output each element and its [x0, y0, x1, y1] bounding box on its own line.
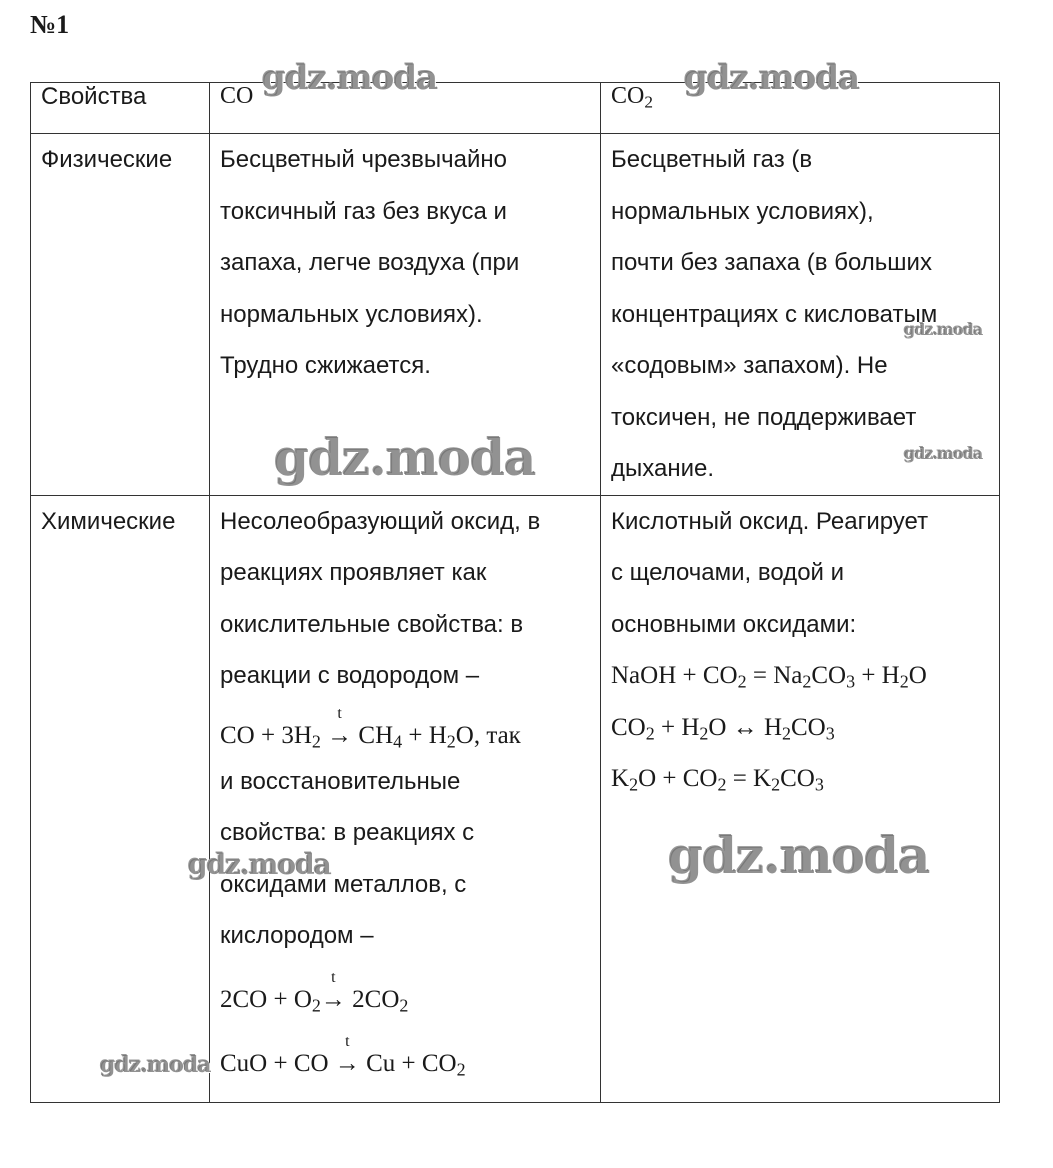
text-line: нормальных условиях), — [611, 197, 874, 225]
text-line: «содовым» запахом). Не — [611, 352, 888, 379]
text-line: дыхание. — [611, 455, 715, 482]
text-line: свойства: в реакциях с — [220, 819, 475, 846]
watermark: gdz.moda — [274, 428, 536, 487]
chemical-row — [31, 495, 1000, 1102]
text-line: токсичный газ без вкуса и — [220, 197, 507, 225]
text-line: нормальных условиях). — [220, 300, 483, 328]
header-co2: $CO_2$ — [601, 83, 1000, 134]
watermark: gdz.moda — [904, 444, 983, 463]
properties-table — [30, 82, 1000, 1103]
text-line: реакциях проявляет как — [220, 559, 487, 586]
page-title: №1 — [30, 10, 70, 39]
equation-k2o-co2: $K_2O + CO_2 = K_2CO_3$ — [611, 765, 824, 795]
text-line: запаха, легче воздуха (при — [220, 249, 520, 276]
text-line: реакции с водородом – — [220, 662, 480, 689]
equation-co2-water: $CO_2 + H_2O$ ↔ $H_2CO_3$ — [611, 713, 835, 743]
text-line: Трудно сжижается. — [220, 352, 431, 379]
text-line: основными оксидами: — [611, 610, 857, 638]
equation-co-oxygen: $2CO + O_2$ t → $2CO_2$ — [220, 968, 409, 1015]
text-line: почти без запаха (в больших — [611, 249, 932, 276]
watermark: gdz.moda — [100, 1052, 211, 1078]
text-line: кислородом – — [220, 922, 374, 949]
text-line: и восстановительные — [220, 767, 461, 795]
text-line: с щелочами, водой и — [611, 559, 845, 586]
text-line: концентрациях с кисловатым — [611, 300, 938, 328]
chemical-co — [210, 495, 601, 1102]
chemical-label: Химические — [31, 495, 210, 1102]
text-line: Несолеобразующий оксид, в — [220, 507, 541, 535]
header-properties: Свойства — [31, 83, 210, 134]
text-line: токсичен, не поддерживает — [611, 403, 917, 431]
text-line: оксидами металлов, с — [220, 870, 467, 898]
text-line: Бесцветный газ (в — [611, 146, 813, 173]
watermark: gdz.moda — [684, 58, 860, 98]
text-line: окислительные свойства: в — [220, 610, 524, 638]
equation-co-hydrogen: CO + $3H_2$ t → $CH_4 + H_2O$, так — [220, 704, 521, 751]
equation-naoh-co2: NaOH + $CO_2 = Na_2CO_3 + H_2O$ — [611, 662, 927, 692]
text-line: Кислотный оксид. Реагирует — [611, 507, 929, 535]
physical-co2 — [601, 134, 1000, 496]
watermark: gdz.moda — [188, 848, 331, 881]
header-co: CO — [210, 83, 601, 134]
watermark: gdz.moda — [904, 320, 983, 339]
watermark: gdz.moda — [262, 58, 438, 98]
physical-label: Физические — [31, 134, 210, 496]
watermark: gdz.moda — [668, 826, 930, 885]
chemical-co2 — [601, 495, 1000, 1102]
text-line: Бесцветный чрезвычайно — [220, 146, 507, 173]
equation-cuo-co: CuO + CO t → $Cu + CO_2$ — [220, 1032, 466, 1079]
